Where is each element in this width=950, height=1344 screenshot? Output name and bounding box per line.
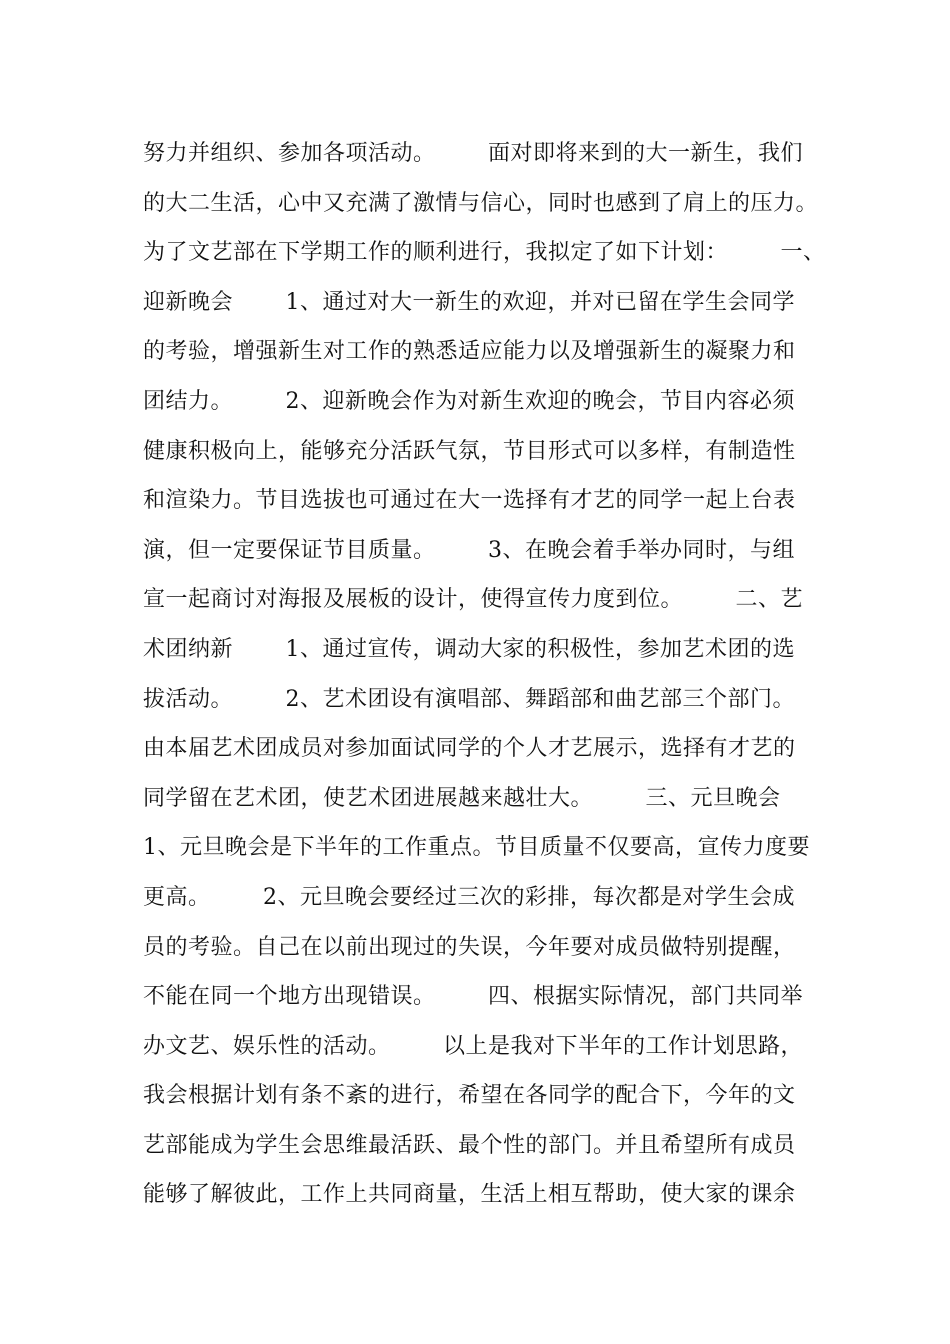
text-line: 演，但一定要保证节目质量。 3、在晚会着手举办同时，与组 xyxy=(143,537,795,563)
text-line: 不能在同一个地方出现错误。 四、根据实际情况，部门共同举 xyxy=(143,984,803,1010)
text-line: 为了文艺部在下学期工作的顺利进行，我拟定了如下计划： 一、 xyxy=(143,240,826,266)
text-line: 的考验，增强新生对工作的熟悉适应能力以及增强新生的凝聚力和 xyxy=(143,339,796,365)
text-line: 的大二生活，心中又充满了激情与信心，同时也感到了肩上的压力。 xyxy=(143,190,819,216)
text-line: 同学留在艺术团，使艺术团进展越来越壮大。 三、元旦晚会 xyxy=(143,785,781,811)
text-line: 由本届艺术团成员对参加面试同学的个人才艺展示，选择有才艺的 xyxy=(143,736,796,762)
text-line: 宣一起商讨对海报及展板的设计，使得宣传力度到位。 二、艺 xyxy=(143,587,803,613)
text-line: 更高。 2、元旦晚会要经过三次的彩排，每次都是对学生会成 xyxy=(143,884,795,910)
document-body xyxy=(143,129,843,1220)
text-line: 健康积极向上，能够充分活跃气氛，节目形式可以多样，有制造性 xyxy=(143,438,796,464)
text-line: 我会根据计划有条不紊的进行，希望在各同学的配合下，今年的文 xyxy=(143,1083,796,1109)
text-line: 和渲染力。节目选拔也可通过在大一选择有才艺的同学一起上台表 xyxy=(143,488,796,514)
text-line: 1、元旦晚会是下半年的工作重点。节目质量不仅要高，宣传力度要 xyxy=(143,835,810,861)
text-line: 艺部能成为学生会思维最活跃、最个性的部门。并且希望所有成员 xyxy=(143,1132,796,1158)
text-line: 拔活动。 2、艺术团设有演唱部、舞蹈部和曲艺部三个部门。 xyxy=(143,686,795,712)
text-line: 能够了解彼此，工作上共同商量，生活上相互帮助，使大家的课余 xyxy=(143,1182,796,1208)
text-line: 术团纳新 1、通过宣传，调动大家的积极性，参加艺术团的选 xyxy=(143,636,795,662)
text-line: 团结力。 2、迎新晚会作为对新生欢迎的晚会，节目内容必须 xyxy=(143,388,795,414)
text-line: 努力并组织、参加各项活动。 面对即将来到的大一新生，我们 xyxy=(143,141,803,166)
text-line: 迎新晚会 1、通过对大一新生的欢迎，并对已留在学生会同学 xyxy=(143,289,795,315)
text-line: 办文艺、娱乐性的活动。 以上是我对下半年的工作计划思路， xyxy=(143,1033,803,1059)
text-line: 员的考验。自己在以前出现过的失误，今年要对成员做特别提醒， xyxy=(143,934,796,960)
